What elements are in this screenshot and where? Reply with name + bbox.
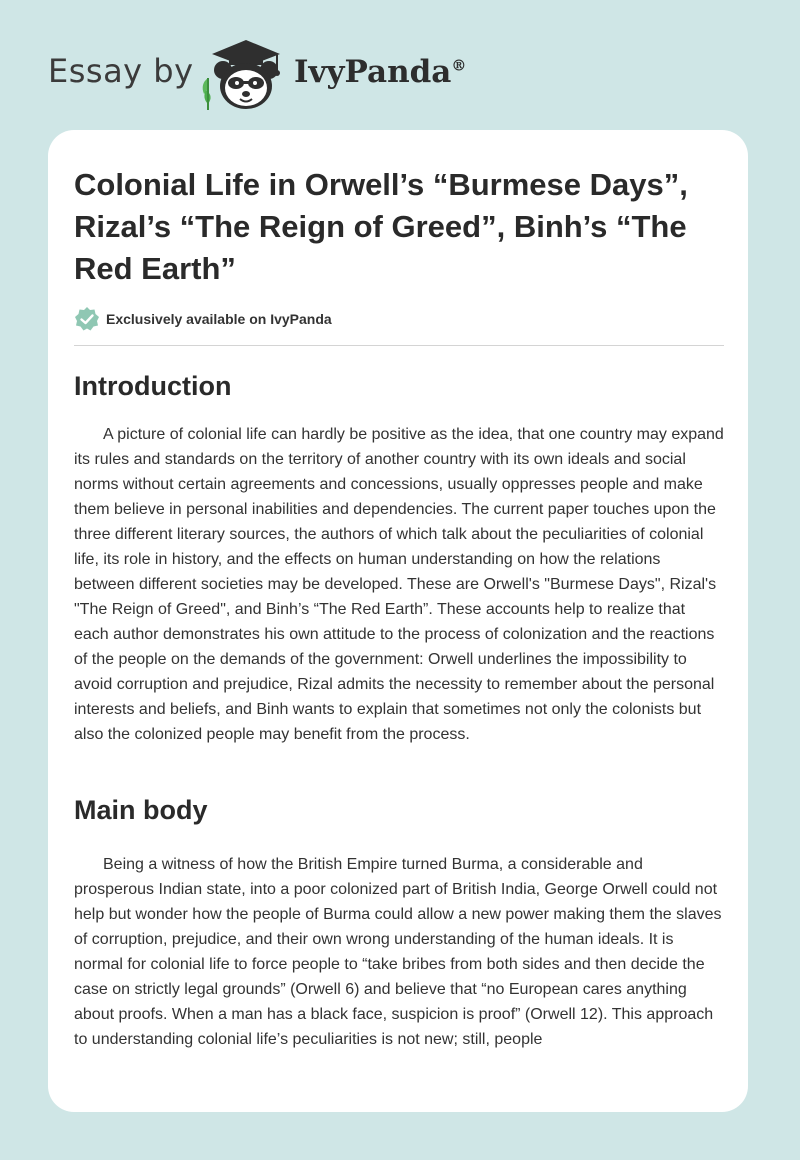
exclusive-badge-text: Exclusively available on IvyPanda <box>106 311 332 327</box>
check-badge-icon <box>74 306 100 332</box>
site-brand[interactable] <box>48 34 488 112</box>
article-card <box>48 130 748 1112</box>
panda-graduate-logo-icon <box>198 34 288 112</box>
section-paragraph-introduction: A picture of colonial life can hardly be positive as the idea, that one country may expand its rules and standards on the territory of another country with its own ideals and social norms without certain agreements and concessions, usually oppresses people and make them believe in personal inabilities and dependencies. The current paper touches upon the three different literary sources, the authors of which talk about the peculiarities of colonial life, its role in history, and the effects on human understanding on how the relations between different societies may be developed. These are Orwell's "Burmese Days", Rizal's "The Reign of Greed", and Binh’s “The Red Earth”. These accounts help to realize that each author demonstrates his own attitude to the process of colonization and the reactions of the people on the demands of the government: Orwell underlines the impossibility to avoid corruption and prejudice, Rizal admits the necessity to remember about the personal interests and beliefs, and Binh wants to explain that sometimes not only the colonists but also the colonized people may benefit from the process. <box>74 426 724 743</box>
article-title: Colonial Life in Orwell’s “Burmese Days”, Rizal’s “The Reign of Greed”, Binh’s “The Red Earth” <box>74 167 688 286</box>
section-paragraph-main-body: Being a witness of how the British Empire turned Burma, a considerable and prosperous Indian state, into a poor colonized part of British India, George Orwell could not help but wonder how the people of Burma could allow a new power making them the slaves of corruption, prejudice, and their own wrong understanding of the human ideals. It is normal for colonial life to force people to “take bribes from both sides and then decide the case on strictly legal grounds” (Orwell 6) and believe that “no European cares anything about proofs. When a man has a black face, suspicion is proof” (Orwell 12). This approach to understanding colonial life’s peculiarities is not new; still, people <box>74 856 722 1048</box>
registered-mark: ® <box>451 56 467 75</box>
section-heading-introduction: Introduction <box>74 371 232 401</box>
brand-name-text: IvyPanda <box>294 54 452 90</box>
section-introduction <box>74 368 724 747</box>
title-divider <box>74 345 724 346</box>
section-heading-main-body: Main body <box>74 795 208 825</box>
brand-name <box>294 54 466 90</box>
section-main-body <box>74 792 724 1052</box>
brand-prefix: Essay by <box>48 52 194 90</box>
